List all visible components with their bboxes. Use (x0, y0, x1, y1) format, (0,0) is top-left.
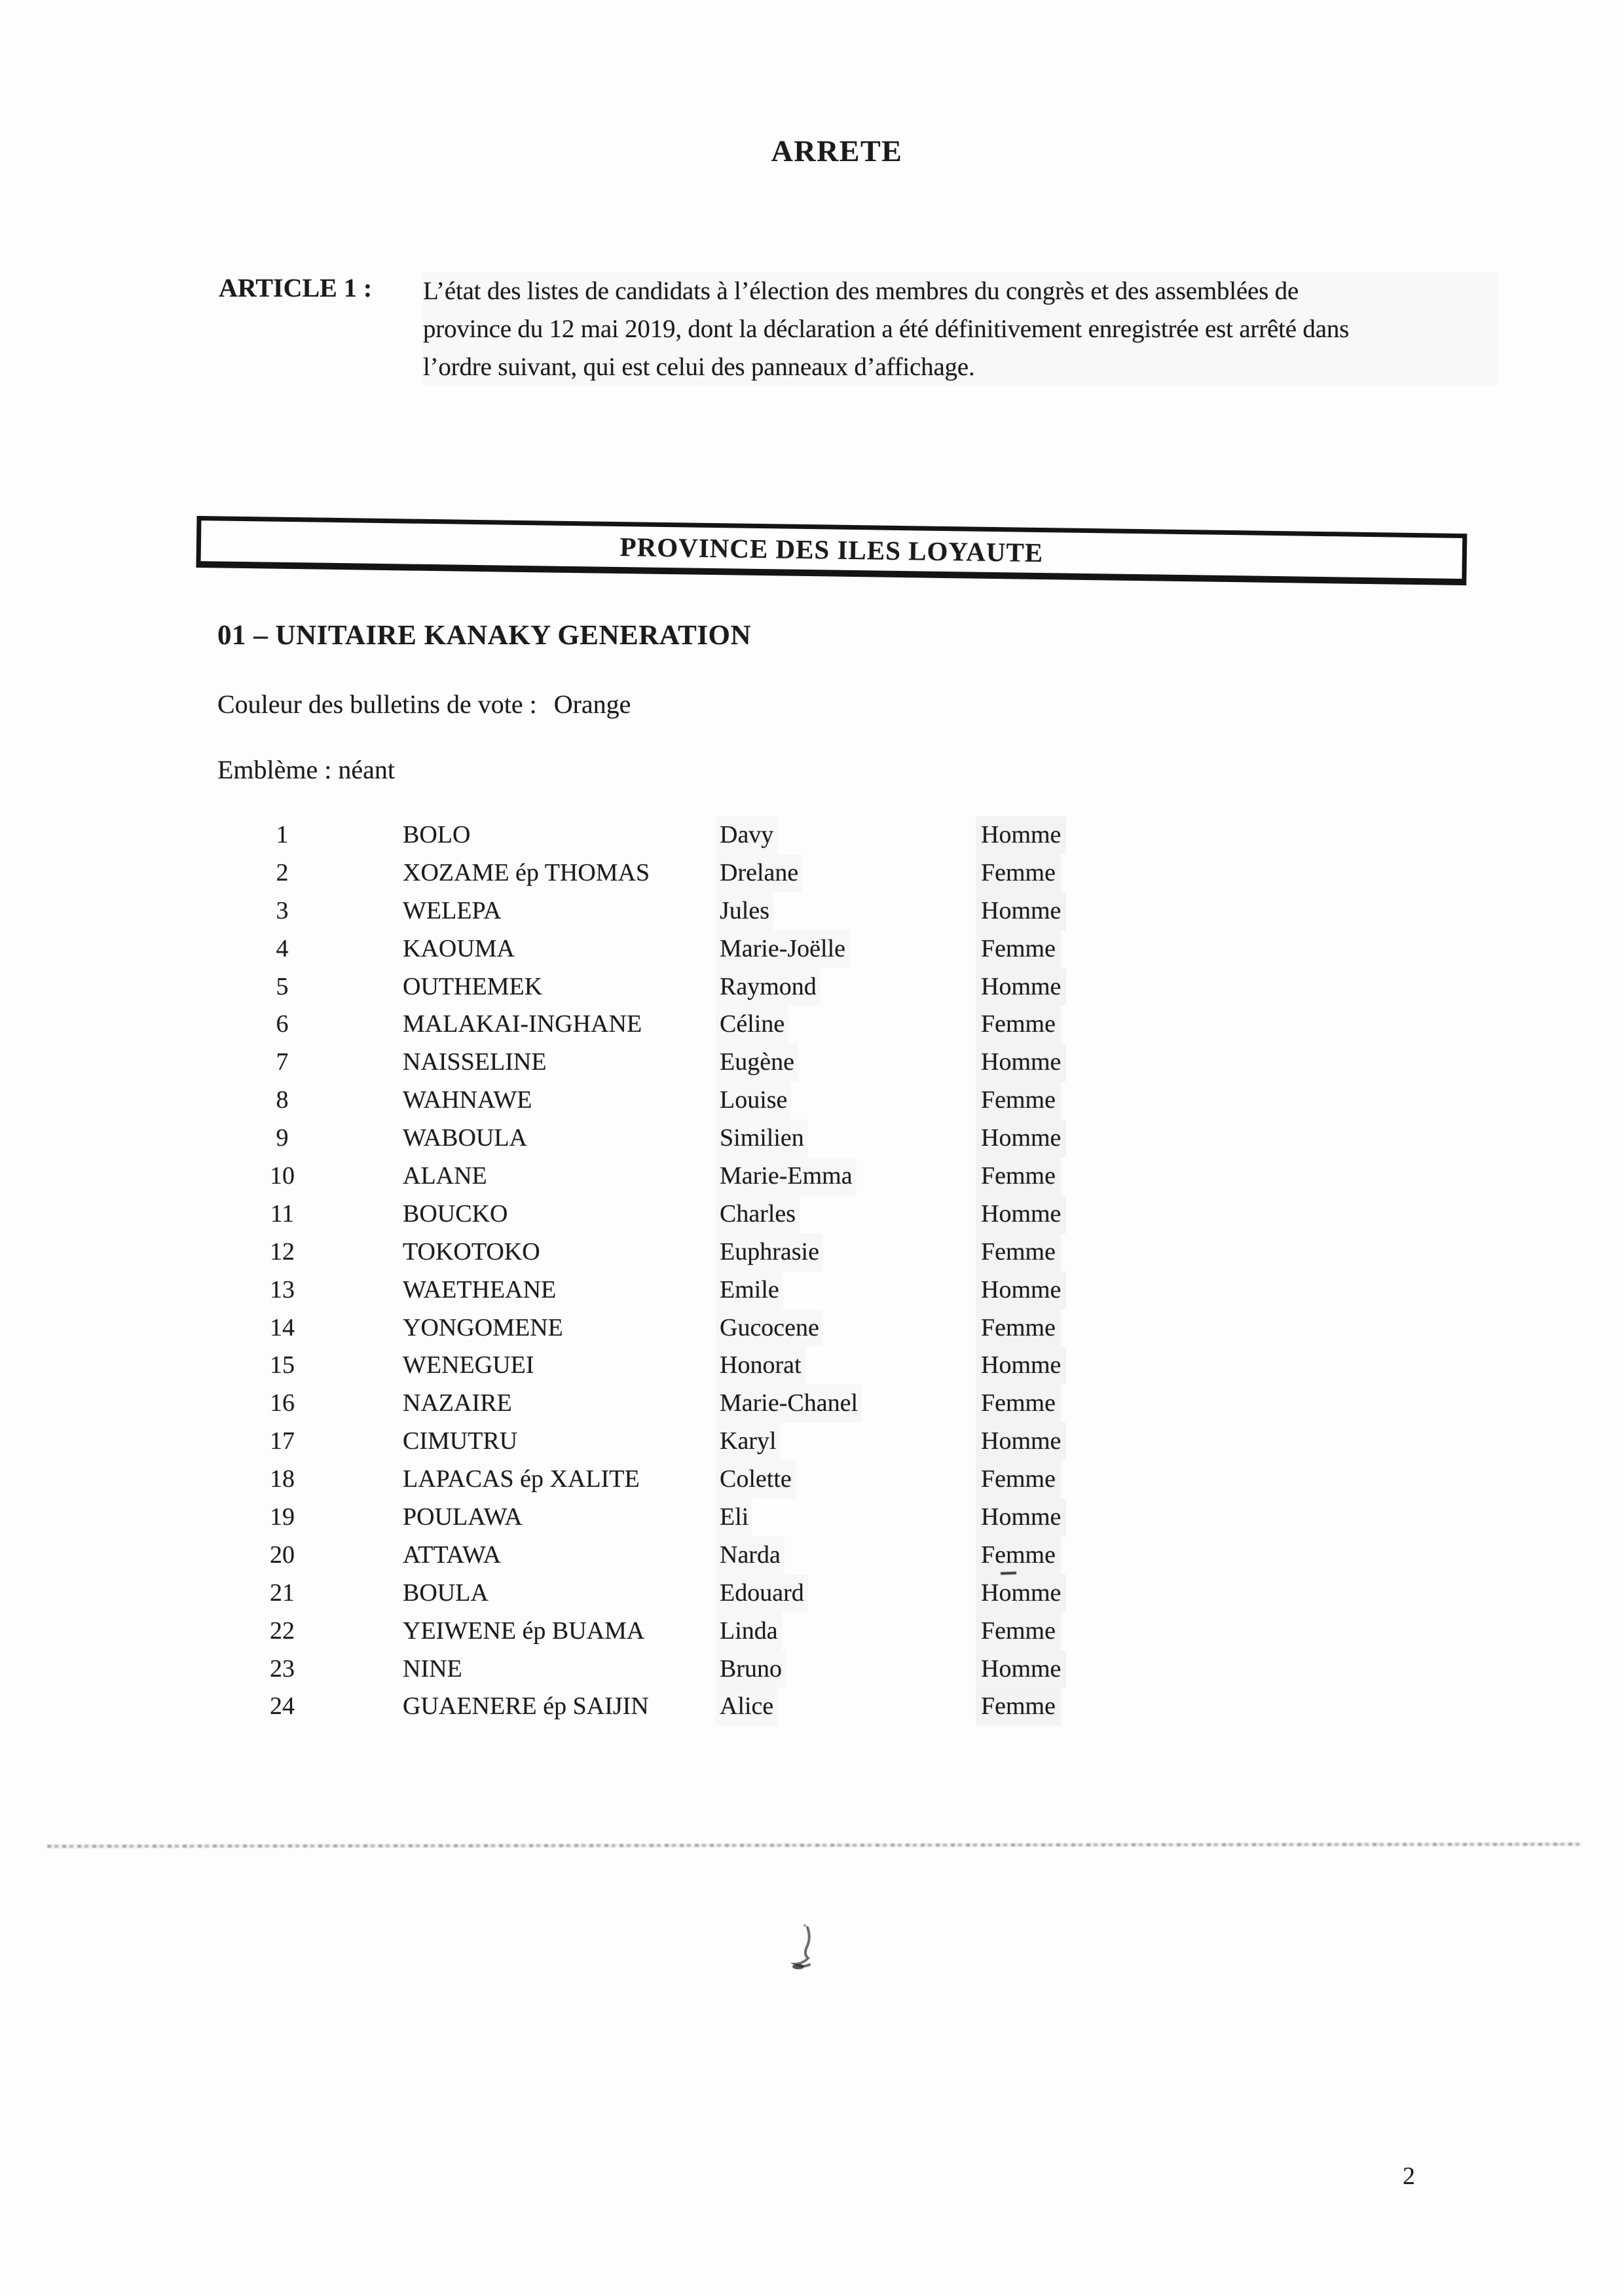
candidate-last-name: NAZAIRE (403, 1389, 512, 1417)
candidate-gender: Femme (976, 1233, 1061, 1271)
candidate-first-name: Colette (716, 1461, 796, 1499)
candidate-number: 6 (276, 1010, 289, 1038)
candidate-first-name: Louise (716, 1082, 791, 1120)
candidate-gender: Femme (976, 1157, 1061, 1195)
candidate-list-heading: 01 – UNITAIRE KANAKY GENERATION (217, 620, 752, 651)
candidate-gender: Femme (976, 930, 1061, 968)
candidate-last-name: YONGOMENE (403, 1313, 563, 1341)
candidate-number: 13 (270, 1275, 295, 1303)
candidate-gender: Femme (976, 854, 1061, 892)
candidate-first-name: Bruno (716, 1650, 786, 1688)
candidate-row (0, 1537, 1624, 1575)
candidate-last-name: WELEPA (403, 896, 502, 924)
candidate-number: 16 (270, 1389, 295, 1417)
candidate-number: 12 (270, 1237, 295, 1266)
emblem-line (217, 754, 395, 785)
candidate-row (0, 1575, 1624, 1613)
candidate-row (0, 1120, 1624, 1157)
candidate-first-name: Céline (716, 1006, 788, 1044)
emblem-value: néant (338, 755, 396, 784)
candidate-last-name: KAOUMA (403, 934, 515, 962)
candidate-gender: Homme (976, 1650, 1066, 1688)
candidate-last-name: NINE (403, 1654, 462, 1683)
candidate-first-name: Edouard (716, 1575, 808, 1613)
province-banner-title: PROVINCE DES ILES LOYAUTE (619, 532, 1044, 568)
candidate-gender: Femme (976, 1613, 1061, 1650)
document-title: ARRETE (771, 134, 903, 168)
candidate-last-name: GUAENERE ép SAIJIN (403, 1692, 649, 1721)
candidate-number: 24 (270, 1692, 295, 1721)
candidate-first-name: Similien (716, 1120, 808, 1157)
candidate-gender: Femme (976, 1385, 1061, 1423)
candidate-first-name: Eugène (716, 1044, 798, 1082)
candidate-row (0, 1423, 1624, 1461)
candidate-number: 1 (276, 821, 289, 848)
candidate-first-name: Alice (716, 1688, 777, 1726)
candidate-first-name: Marie-Joëlle (716, 930, 849, 968)
candidate-gender: Femme (976, 1461, 1061, 1499)
candidate-row (0, 1347, 1624, 1385)
ballot-color-value: Orange (553, 689, 631, 719)
candidate-last-name: ATTAWA (403, 1540, 502, 1569)
scan-fold-line (47, 1842, 1582, 1848)
candidate-number: 4 (276, 934, 289, 962)
candidate-number: 17 (270, 1427, 295, 1455)
ballot-color-label: Couleur des bulletins de vote : (217, 689, 537, 719)
candidate-last-name: OUTHEMEK (403, 972, 543, 1000)
candidate-gender: Homme (976, 892, 1066, 930)
candidate-first-name: Eli (716, 1499, 752, 1537)
candidate-gender: Homme (976, 1044, 1066, 1082)
candidate-last-name: BOULA (403, 1578, 489, 1607)
scan-artifact-underline (1001, 1572, 1016, 1575)
candidate-row (0, 1613, 1624, 1650)
candidate-gender: Homme (976, 816, 1066, 854)
candidate-row (0, 1688, 1624, 1726)
candidate-number: 10 (270, 1162, 295, 1190)
candidate-number: 2 (276, 858, 289, 886)
candidate-number: 19 (270, 1503, 295, 1531)
candidate-gender: Femme (976, 1309, 1061, 1347)
candidate-number: 11 (270, 1199, 295, 1228)
candidate-last-name: WAETHEANE (403, 1275, 557, 1303)
candidate-first-name: Euphrasie (716, 1233, 823, 1271)
candidate-first-name: Honorat (716, 1347, 805, 1385)
candidate-number: 21 (270, 1578, 295, 1607)
candidate-last-name: WENEGUEI (403, 1351, 534, 1379)
candidate-number: 9 (276, 1124, 289, 1152)
article-body-line: province du 12 mai 2019, dont la déclaration a été définitivement enregistrée est arrêté dans (423, 315, 1350, 343)
candidate-last-name: TOKOTOKO (403, 1237, 540, 1266)
candidate-number: 7 (276, 1048, 289, 1076)
article-1-body (423, 272, 1497, 386)
candidate-gender: Homme (976, 1423, 1066, 1461)
candidate-gender: Homme (976, 1575, 1066, 1613)
candidate-last-name: XOZAME ép THOMAS (403, 858, 650, 886)
candidate-last-name: MALAKAI-INGHANE (403, 1010, 642, 1038)
candidate-last-name: BOLO (403, 821, 471, 848)
candidate-last-name: POULAWA (403, 1503, 523, 1531)
candidate-row (0, 816, 1624, 854)
candidate-first-name: Marie-Emma (716, 1157, 857, 1195)
emblem-label: Emblème : (217, 755, 332, 784)
ballot-color-line (217, 689, 631, 720)
candidate-number: 8 (276, 1086, 289, 1114)
candidate-last-name: WABOULA (403, 1124, 527, 1152)
candidate-first-name: Jules (716, 892, 773, 930)
candidate-row (0, 930, 1624, 968)
candidate-row (0, 1499, 1624, 1537)
candidate-row (0, 1233, 1624, 1271)
candidate-row (0, 1271, 1624, 1309)
candidate-last-name: NAISSELINE (403, 1048, 547, 1076)
candidate-first-name: Davy (716, 816, 777, 854)
candidate-last-name: CIMUTRU (403, 1427, 518, 1455)
candidate-first-name: Drelane (716, 854, 802, 892)
candidate-first-name: Raymond (716, 968, 821, 1006)
candidate-number: 18 (270, 1465, 295, 1493)
candidate-row (0, 1385, 1624, 1423)
candidate-first-name: Charles (716, 1195, 800, 1233)
candidate-gender: Femme (976, 1082, 1061, 1120)
candidate-number: 20 (270, 1540, 295, 1569)
candidate-number: 23 (270, 1654, 295, 1683)
candidate-first-name: Linda (716, 1613, 782, 1650)
candidate-last-name: LAPACAS ép XALITE (403, 1465, 640, 1493)
candidate-row (0, 1309, 1624, 1347)
candidate-gender: Homme (976, 1120, 1066, 1157)
candidate-number: 15 (270, 1351, 295, 1379)
candidate-gender: Homme (976, 1195, 1066, 1233)
candidate-row (0, 1044, 1624, 1082)
candidate-gender: Homme (976, 1271, 1066, 1309)
ink-smudge (788, 1923, 822, 1976)
candidate-row (0, 1082, 1624, 1120)
candidate-number: 3 (276, 896, 289, 924)
candidate-row (0, 854, 1624, 892)
candidate-gender: Homme (976, 968, 1066, 1006)
article-body-line: l’ordre suivant, qui est celui des panneaux d’affichage. (423, 353, 975, 381)
article-body-line: L’état des listes de candidats à l’élection des membres du congrès et des assemblées de (423, 277, 1299, 305)
candidate-row (0, 968, 1624, 1006)
candidate-row (0, 1157, 1624, 1195)
candidate-first-name: Marie-Chanel (716, 1385, 862, 1423)
province-banner (196, 516, 1467, 585)
candidate-row (0, 1650, 1624, 1688)
candidate-last-name: YEIWENE ép BUAMA (403, 1616, 645, 1645)
candidate-last-name: WAHNAWE (403, 1086, 532, 1114)
candidate-gender: Homme (976, 1347, 1066, 1385)
candidate-row (0, 892, 1624, 930)
candidate-first-name: Emile (716, 1271, 783, 1309)
candidate-number: 5 (276, 972, 289, 1000)
candidate-last-name: BOUCKO (403, 1199, 508, 1228)
page-number: 2 (1403, 2162, 1415, 2190)
candidate-row (0, 1006, 1624, 1044)
candidate-number: 22 (270, 1616, 295, 1645)
candidate-first-name: Narda (716, 1537, 784, 1575)
candidate-first-name: Gucocene (716, 1309, 823, 1347)
candidate-gender: Femme (976, 1688, 1061, 1726)
candidate-gender: Femme (976, 1537, 1061, 1575)
candidate-list (0, 816, 1624, 1726)
candidate-last-name: ALANE (403, 1162, 487, 1190)
candidate-row (0, 1195, 1624, 1233)
article-1-label: ARTICLE 1 : (219, 273, 373, 302)
candidate-row (0, 1461, 1624, 1499)
candidate-gender: Femme (976, 1006, 1061, 1044)
candidate-gender: Homme (976, 1499, 1066, 1537)
candidate-first-name: Karyl (716, 1423, 781, 1461)
candidate-number: 14 (270, 1313, 295, 1341)
